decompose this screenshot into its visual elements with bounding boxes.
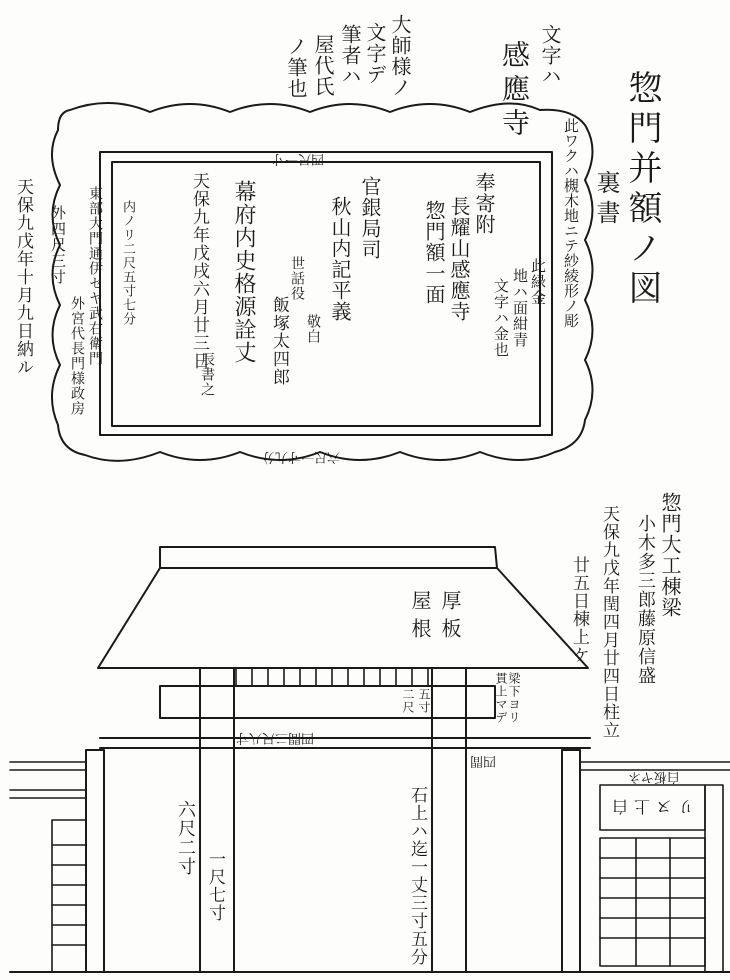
beam-note-2: 貫上マデ xyxy=(494,672,508,724)
top-note-col6: 屋代氏 xyxy=(311,34,335,97)
gate-roof xyxy=(98,547,588,668)
caretaker-label: 世話役 xyxy=(289,256,305,301)
offering-line-3: 惣門額一面 xyxy=(422,200,446,305)
side-post-left xyxy=(86,750,104,972)
caretaker-line-2: 飯塚太四郎 xyxy=(269,296,289,386)
frame-bottom-dimension: 六尺一寸九分 xyxy=(262,449,341,464)
carpenter-note-col4: 廿五日棟上ケ xyxy=(569,556,589,664)
official-line-2: 秋山内記平義 xyxy=(328,196,352,322)
writer-line: 幕府内史格源詮丈 xyxy=(231,180,256,364)
caretaker-line-1: 敬白 xyxy=(305,314,321,344)
inscription-col-c: 文字ハ金也 xyxy=(492,278,510,358)
beam-note-1: 梁下ヨリ xyxy=(507,672,521,724)
official-line-1: 官銀局司 xyxy=(358,176,382,260)
delivery-date: 天保九戊年十月九日納ル xyxy=(13,178,33,376)
inner-size-note: 内ノリ二尺五寸七分 xyxy=(120,200,135,326)
span-left: 四間二尺八寸 xyxy=(236,730,315,745)
carpenter-note-col3: 天保九戊年閏四月廿四日柱立 xyxy=(599,505,619,739)
height-left: 六尺二寸 xyxy=(175,800,196,876)
span-right: 四間 xyxy=(470,753,497,768)
offering-line-2: 長耀山感應寺 xyxy=(447,196,471,322)
side-post-right xyxy=(562,750,580,972)
page-title: 惣門并額ノ図 xyxy=(622,70,662,310)
gate-pillar-right xyxy=(432,668,466,972)
top-note-col2: 感應寺 xyxy=(498,40,531,142)
date-tail: 辰書之 xyxy=(199,352,215,397)
beam-note-3: 二尺 xyxy=(401,688,415,714)
date-line: 天保九年戊戌六月廿三日 xyxy=(189,172,209,370)
outer-dimension: 外四尺三寸 xyxy=(49,205,67,285)
inscription-col-a: 此緑金 xyxy=(529,258,547,306)
roof-label-2: 板 xyxy=(438,618,462,639)
carpenter-note-col2: 小木多三郎藤原信盛 xyxy=(635,514,656,685)
top-note-col7: ノ筆也 xyxy=(284,36,308,99)
top-note-col4: 文字デ xyxy=(363,22,387,85)
top-note-col1: 文字ハ xyxy=(538,24,562,87)
right-wing-fence xyxy=(580,762,730,972)
roof-label-4: 根 xyxy=(408,618,432,639)
roof-label-1: 厚 xyxy=(438,590,462,611)
rafter-slats xyxy=(236,668,428,686)
donor-line-2: 外宮代長門様政房 xyxy=(69,296,85,416)
frame-top-dimension: 四尺一寸 xyxy=(272,151,325,166)
gate-pillar-left xyxy=(200,668,234,972)
roof-label-3: 屋 xyxy=(408,590,432,611)
stone-note: 石上ハ迄一丈三寸五分 xyxy=(407,786,427,966)
fence-top-label: 白板ヤネ xyxy=(628,769,680,784)
offering-line-1: 奉寄附 xyxy=(472,172,496,235)
top-note-col3: 大師様ノ xyxy=(388,14,412,98)
donor-line-1: 東部大門通伊セヤ武右衛門 xyxy=(87,186,103,366)
material-note: 此ワクハ槻木地ニテ紗綾形ノ彫 xyxy=(562,118,580,328)
carpenter-note-col1: 惣門大工棟梁 xyxy=(658,492,682,618)
inscription-col-b: 地ハ面紺青 xyxy=(511,268,529,348)
fence-bottom-label: リヌ上白 xyxy=(606,797,695,816)
beam-note-4: 五寸 xyxy=(417,688,431,714)
left-wing-wall xyxy=(10,762,86,972)
top-note-col5: 筆者ハ xyxy=(338,24,362,87)
pillar-width: 一尺七寸 xyxy=(205,850,225,922)
gate-beam xyxy=(160,686,495,718)
title-sub: 裏書 xyxy=(592,170,620,230)
